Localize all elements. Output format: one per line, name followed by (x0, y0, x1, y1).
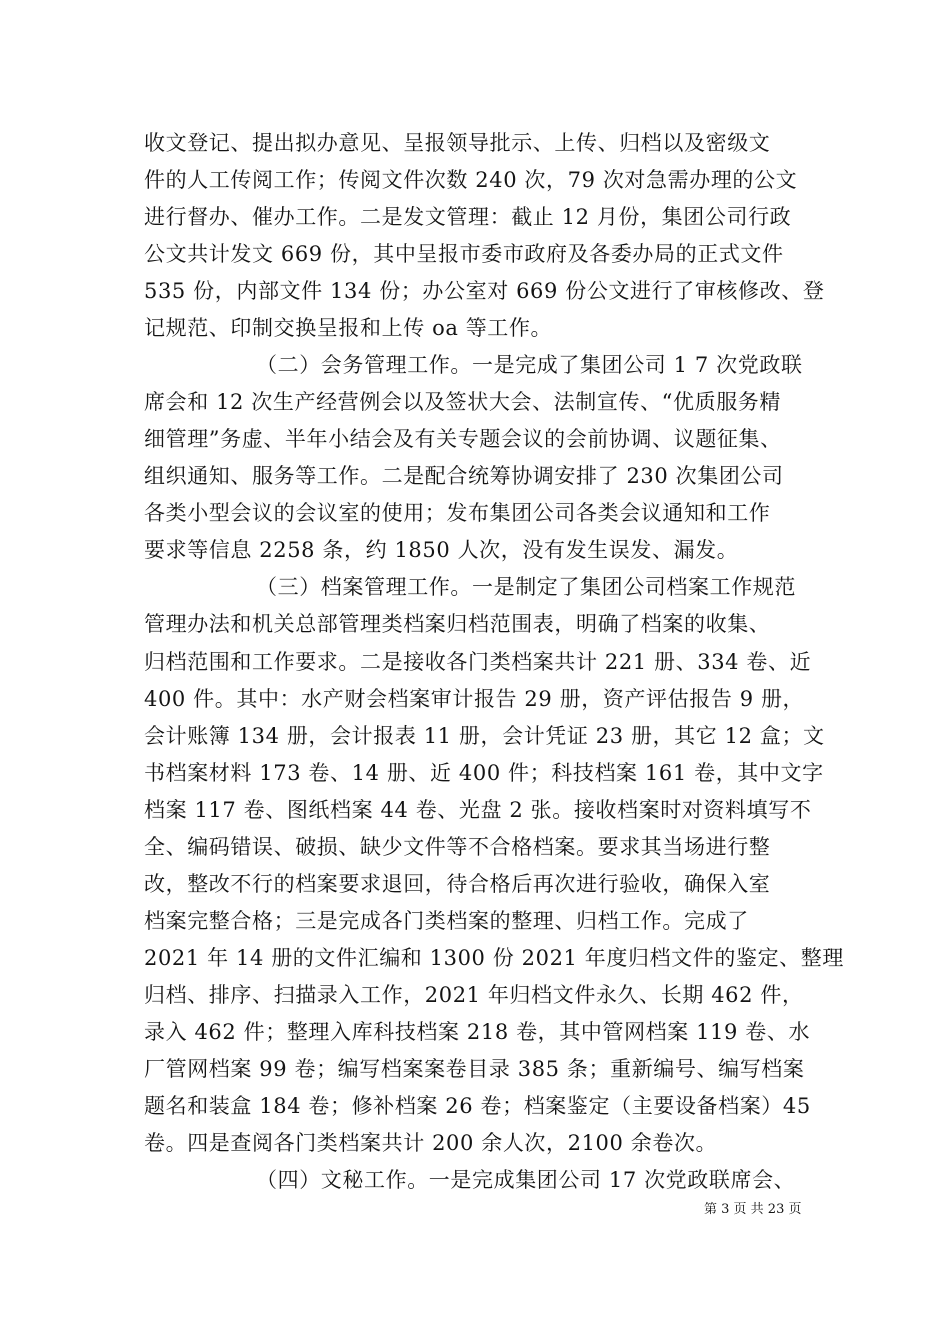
page-number: 第 3 页 共 23 页 (704, 1202, 802, 1217)
text-line-23: 2021 年 14 册的文件汇编和 1300 份 2021 年度归档文件的鉴定、整理 (144, 946, 844, 970)
text-line-24: 归档、排序、扫描录入工作，2021 年归档文件永久、长期 462 件， (144, 983, 804, 1007)
text-line-20: 全、编码错误、破损、缺少文件等不合格档案。要求其当场进行整 (144, 835, 771, 859)
section-heading-meetings: （二）会务管理工作。一是完成了集团公司 1 7 次党政联 (256, 353, 803, 377)
text-line-3: 进行督办、催办工作。二是发文管理：截止 12 月份，集团公司行政 (144, 205, 792, 229)
text-line-9: 细管理”务虚、半年小结会及有关专题会议的会前协调、议题征集、 (144, 427, 782, 451)
section-heading-secretarial: （四）文秘工作。一是完成集团公司 17 次党政联席会、 (256, 1168, 796, 1192)
text-line-28: 卷。四是查阅各门类档案共计 200 余人次，2100 余卷次。 (144, 1131, 718, 1155)
text-line-2: 件的人工传阅工作；传阅文件次数 240 次，79 次对急需办理的公文 (144, 168, 798, 192)
text-line-17: 会计账簿 134 册，会计报表 11 册，会计凭证 23 册，其它 12 盒；文 (144, 724, 825, 748)
text-line-15: 归档范围和工作要求。二是接收各门类档案共计 221 册、334 卷、近 (144, 650, 812, 674)
text-line-25: 录入 462 件；整理入库科技档案 218 卷，其中管网档案 119 卷、水 (144, 1020, 811, 1044)
text-line-18: 书档案材料 173 卷、14 册、近 400 件；科技档案 161 卷，其中文字 (144, 761, 824, 785)
text-line-27: 题名和装盒 184 卷；修补档案 26 卷；档案鉴定（主要设备档案）45 (144, 1094, 811, 1118)
text-line-26: 厂管网档案 99 卷；编写档案案卷目录 385 条；重新编号、编写档案 (144, 1057, 805, 1081)
text-line-12: 要求等信息 2258 条，约 1850 人次，没有发生误发、漏发。 (144, 538, 739, 562)
text-line-1: 收文登记、提出拟办意见、呈报领导批示、上传、归档以及密级文 (144, 131, 771, 155)
text-line-16: 400 件。其中：水产财会档案审计报告 29 册，资产评估报告 9 册， (144, 687, 805, 711)
text-line-21: 改，整改不行的档案要求退回，待合格后再次进行验收，确保入室 (144, 872, 771, 896)
text-line-4: 公文共计发文 669 份，其中呈报市委市政府及各委办局的正式文件 (144, 242, 784, 266)
text-line-6: 记规范、印制交换呈报和上传 oa 等工作。 (144, 316, 553, 340)
text-line-11: 各类小型会议的会议室的使用；发布集团公司各类会议通知和工作 (144, 501, 771, 525)
text-line-19: 档案 117 卷、图纸档案 44 卷、光盘 2 张。接收档案时对资料填写不 (144, 798, 812, 822)
text-line-14: 管理办法和机关总部管理类档案归档范围表，明确了档案的收集、 (144, 612, 771, 636)
text-line-10: 组织通知、服务等工作。二是配合统筹协调安排了 230 次集团公司 (144, 464, 784, 488)
text-line-8: 席会和 12 次生产经营例会以及签状大会、法制宣传、“优质服务精 (144, 390, 782, 414)
text-line-22: 档案完整合格；三是完成各门类档案的整理、归档工作。完成了 (144, 909, 749, 933)
section-heading-archives: （三）档案管理工作。一是制定了集团公司档案工作规范 (256, 575, 796, 599)
text-line-5: 535 份，内部文件 134 份；办公室对 669 份公文进行了审核修改、登 (144, 279, 825, 303)
